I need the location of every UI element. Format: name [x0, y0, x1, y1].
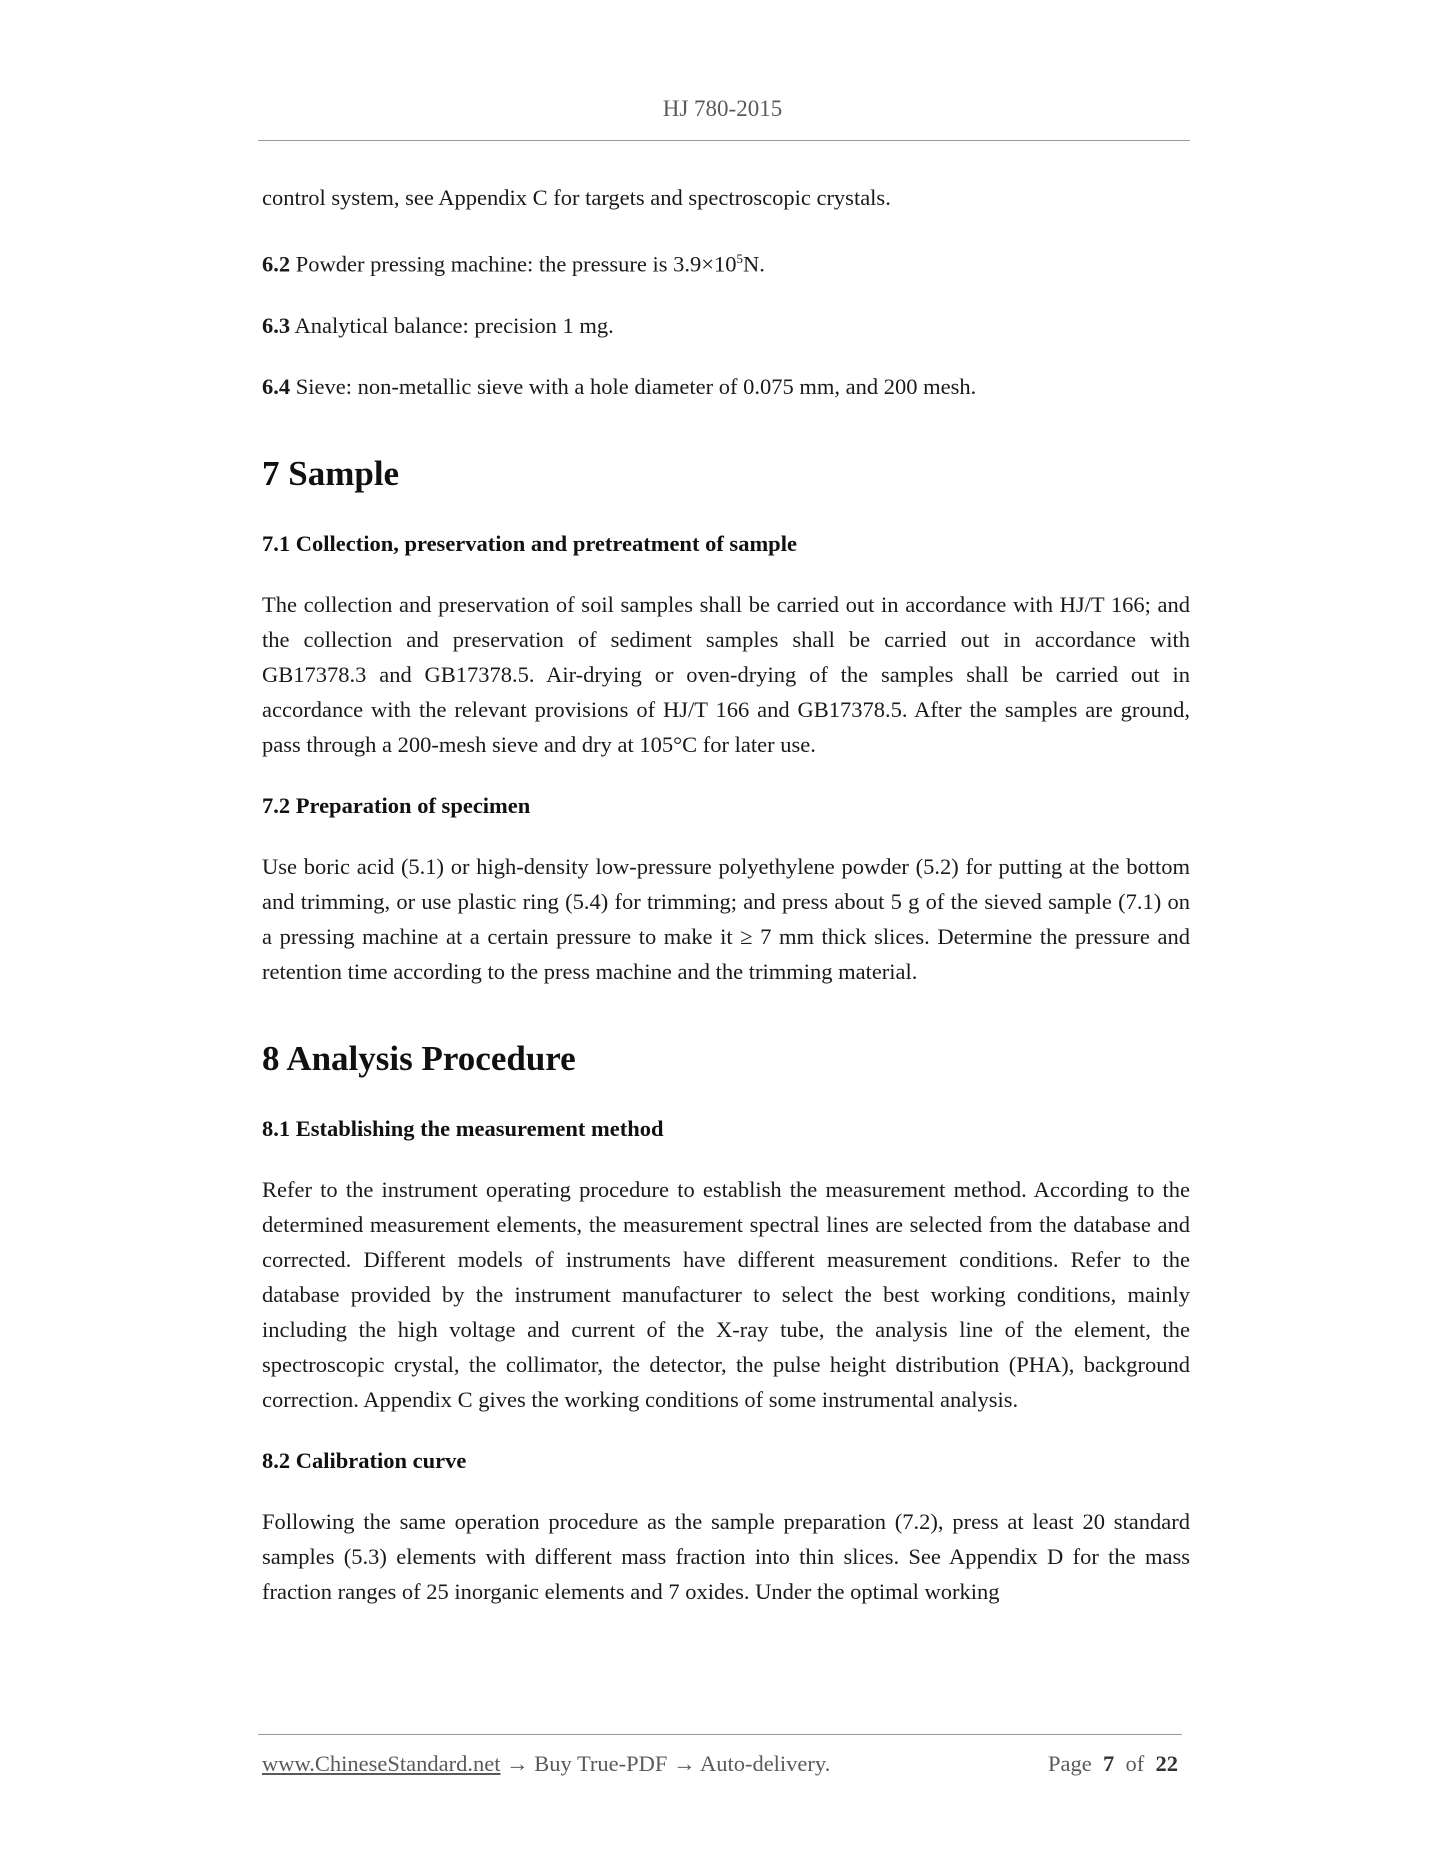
paragraph-continued: control system, see Appendix C for targets and spectroscopic crystals. — [262, 185, 891, 210]
site-link[interactable]: www.ChineseStandard.net — [262, 1751, 501, 1776]
clause-6-3 — [262, 308, 1190, 343]
page-footer — [262, 1751, 1182, 1777]
page-indicator — [1048, 1751, 1178, 1777]
superscript: 5 — [736, 251, 743, 266]
clause-text: Analytical balance: precision 1 mg. — [290, 312, 614, 338]
page-content — [262, 180, 1190, 1609]
page-word: Page — [1048, 1751, 1092, 1776]
page-number: 7 — [1103, 1751, 1115, 1776]
clause-number: 6.4 — [262, 373, 291, 399]
arrow-icon: → — [500, 1751, 535, 1776]
footer-divider — [258, 1734, 1182, 1735]
page-total: 22 — [1155, 1751, 1178, 1776]
buy-text: Buy True-PDF — [534, 1751, 668, 1776]
subsection-heading-8-2: 8.2 Calibration curve — [262, 1447, 467, 1473]
of-word: of — [1125, 1751, 1145, 1776]
paragraph-7-1: The collection and preservation of soil samples shall be carried out in accordance with HJ/T 166; and the collection and preservation of sediment samples shall be carried out in accordance with GB17378.3 and GB17378.5. Air-drying or oven-drying of the samples shall be carried out in accordance with the relevant provisions of HJ/T 166 and GB17378.5. After the samples are ground, pass through a 200-mesh sieve and dry at 105°C for later use. — [262, 591, 1190, 757]
clause-text-end: N. — [742, 251, 765, 277]
arrow-icon: → — [667, 1751, 700, 1776]
paragraph-8-2: Following the same operation procedure as the sample preparation (7.2), press at least 20 standard samples (5.3) elements with different mass fraction into thin slices. See Appendix D for the mass fraction ranges of 25 inorganic elements and 7 oxides. Under the optimal working — [262, 1508, 1190, 1604]
paragraph-8-1: Refer to the instrument operating procedure to establish the measurement method. According to the determined measurement elements, the measurement spectral lines are selected from the database and corrected. Different models of instruments have different measurement conditions. Refer to the database provided by the instrument manufacturer to select the best working conditions, mainly including the high voltage and current of the X-ray tube, the analysis line of the element, the spectroscopic crystal, the collimator, the detector, the pulse height distribution (PHA), background correction. Appendix C gives the working conditions of some instrumental analysis. — [262, 1176, 1190, 1412]
subsection-heading-7-1: 7.1 Collection, preservation and pretreatment of sample — [262, 530, 797, 556]
clause-6-2 — [262, 241, 1190, 282]
paragraph-7-2: Use boric acid (5.1) or high-density low-pressure polyethylene powder (5.2) for putting at the bottom and trimming, or use plastic ring (5.4) for trimming; and press about 5 g of the sieved sample (7.1) on a pressing machine at a certain pressure to make it ≥ 7 mm thick slices. Determine the pressure and retention time according to the press machine and the trimming material. — [262, 853, 1190, 984]
subsection-heading-8-1: 8.1 Establishing the measurement method — [262, 1115, 664, 1141]
section-heading-7: 7 Sample — [262, 453, 400, 493]
clause-6-4 — [262, 369, 1190, 404]
clause-number: 6.2 — [262, 251, 291, 277]
clause-number: 6.3 — [262, 312, 291, 338]
delivery-text: Auto-delivery. — [699, 1751, 831, 1776]
header-doc-id: HJ 780-2015 — [662, 96, 783, 121]
header-divider — [258, 140, 1190, 141]
subsection-heading-7-2: 7.2 Preparation of specimen — [262, 792, 531, 818]
section-heading-8: 8 Analysis Procedure — [262, 1038, 576, 1078]
clause-text: Powder pressing machine: the pressure is 3.9×10 — [290, 251, 737, 277]
clause-text: Sieve: non-metallic sieve with a hole diameter of 0.075 mm, and 200 mesh. — [290, 373, 977, 399]
